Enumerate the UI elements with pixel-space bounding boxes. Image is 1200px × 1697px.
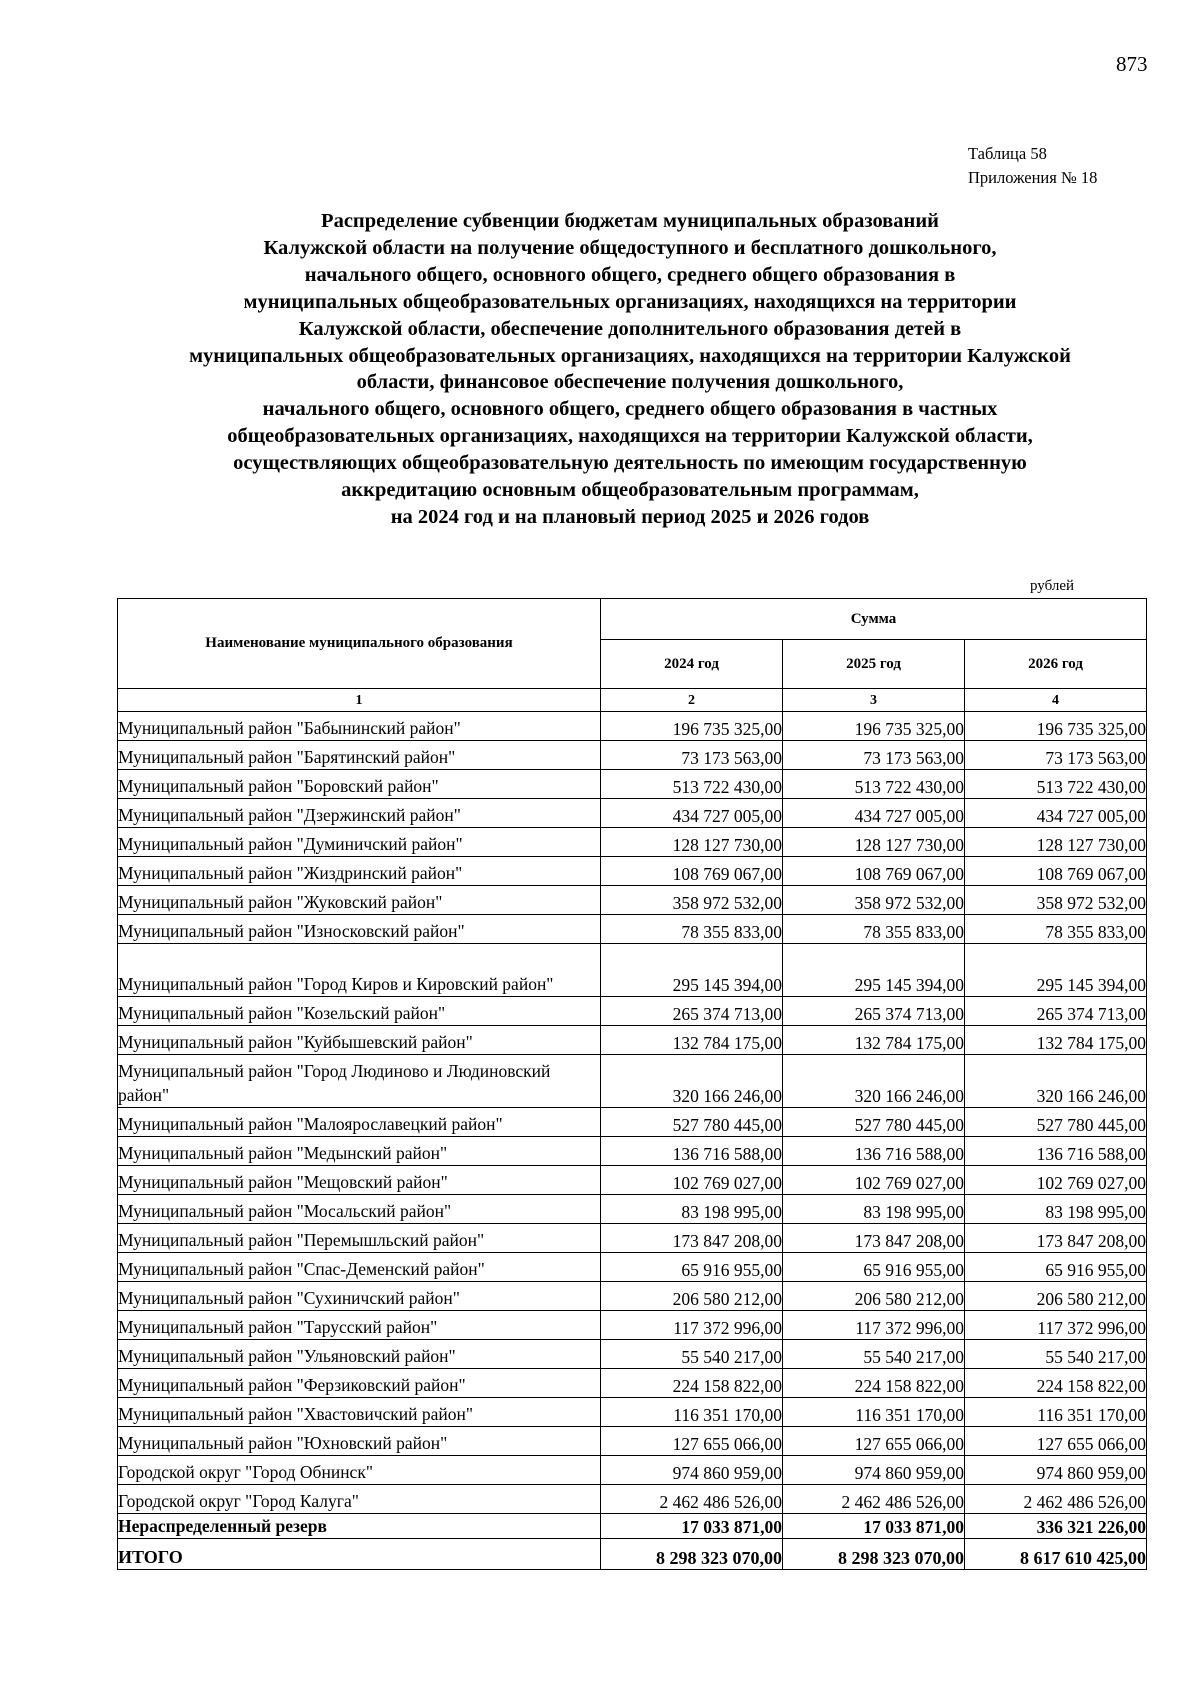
amount-2024: 127 655 066,00 <box>601 1427 783 1456</box>
title-line: муниципальных общеобразовательных организациях, находящихся на территории <box>243 290 1017 313</box>
title-line: начального общего, основного общего, среднего общего образования в <box>304 263 956 286</box>
amount-2026: 108 769 067,00 <box>965 857 1147 886</box>
table-row <box>118 1253 1147 1282</box>
currency-units-label: рублей <box>1030 578 1075 594</box>
total-amount-2024: 8 298 323 070,00 <box>601 1539 783 1570</box>
total-label: ИТОГО <box>118 1539 601 1570</box>
amount-2026: 78 355 833,00 <box>965 915 1147 944</box>
municipality-name: Муниципальный район "Ферзиковский район" <box>118 1369 601 1398</box>
amount-2024: 173 847 208,00 <box>601 1224 783 1253</box>
amount-2024: 196 735 325,00 <box>601 712 783 741</box>
column-header-2026: 2026 год <box>965 640 1147 689</box>
amount-2024: 358 972 532,00 <box>601 886 783 915</box>
amount-2024: 73 173 563,00 <box>601 741 783 770</box>
amount-2025: 173 847 208,00 <box>783 1224 965 1253</box>
amount-2025: 196 735 325,00 <box>783 712 965 741</box>
table-row <box>118 1369 1147 1398</box>
title-line: муниципальных общеобразовательных организациях, находящихся на территории Калужской <box>189 344 1071 367</box>
reserve-amount-2024: 17 033 871,00 <box>601 1514 783 1539</box>
municipality-name: Муниципальный район "Думиничский район" <box>118 828 601 857</box>
amount-2025: 295 145 394,00 <box>783 944 965 997</box>
title-line: Калужской области, обеспечение дополнительного образования детей в <box>298 317 962 340</box>
table-row <box>118 944 1147 997</box>
total-amount-2026: 8 617 610 425,00 <box>965 1539 1147 1570</box>
title-line: Распределение субвенции бюджетам муниципальных образований <box>321 210 939 232</box>
table-row <box>118 1108 1147 1137</box>
column-header-2025: 2025 год <box>783 640 965 689</box>
amount-2024: 78 355 833,00 <box>601 915 783 944</box>
amount-2024: 527 780 445,00 <box>601 1108 783 1137</box>
table-row <box>118 1026 1147 1055</box>
table-row <box>118 1485 1147 1514</box>
amount-2025: 116 351 170,00 <box>783 1398 965 1427</box>
amount-2026: 196 735 325,00 <box>965 712 1147 741</box>
page-number: 873 <box>1116 52 1148 76</box>
table-row <box>118 857 1147 886</box>
table-row <box>118 741 1147 770</box>
amount-2025: 136 716 588,00 <box>783 1137 965 1166</box>
amount-2025: 78 355 833,00 <box>783 915 965 944</box>
table-row <box>118 1137 1147 1166</box>
municipality-name: Муниципальный район "Мосальский район" <box>118 1195 601 1224</box>
municipality-name: Муниципальный район "Сухиничский район" <box>118 1282 601 1311</box>
appendix-reference-line: Приложения № 18 <box>968 168 1098 187</box>
amount-2025: 83 198 995,00 <box>783 1195 965 1224</box>
amount-2025: 358 972 532,00 <box>783 886 965 915</box>
table-reference-line: Таблица 58 <box>968 144 1047 163</box>
amount-2024: 65 916 955,00 <box>601 1253 783 1282</box>
municipality-name: Муниципальный район "Город Людиново и Людиновский район" <box>118 1055 601 1108</box>
amount-2026: 116 351 170,00 <box>965 1398 1147 1427</box>
amount-2025: 65 916 955,00 <box>783 1253 965 1282</box>
total-row <box>118 1539 1147 1570</box>
amount-2026: 102 769 027,00 <box>965 1166 1147 1195</box>
reserve-label: Нераспределенный резерв <box>118 1514 601 1539</box>
amount-2024: 102 769 027,00 <box>601 1166 783 1195</box>
table-row <box>118 712 1147 741</box>
amount-2025: 320 166 246,00 <box>783 1055 965 1108</box>
amount-2025: 128 127 730,00 <box>783 828 965 857</box>
amount-2026: 206 580 212,00 <box>965 1282 1147 1311</box>
amount-2025: 206 580 212,00 <box>783 1282 965 1311</box>
amount-2026: 128 127 730,00 <box>965 828 1147 857</box>
amount-2026: 224 158 822,00 <box>965 1369 1147 1398</box>
municipality-name: Муниципальный район "Жиздринский район" <box>118 857 601 886</box>
table-row <box>118 770 1147 799</box>
amount-2024: 55 540 217,00 <box>601 1340 783 1369</box>
municipality-name: Муниципальный район "Юхновский район" <box>118 1427 601 1456</box>
title-line: на 2024 год и на плановый период 2025 и 2026 годов <box>390 505 870 528</box>
municipality-name: Муниципальный район "Барятинский район" <box>118 741 601 770</box>
amount-2026: 83 198 995,00 <box>965 1195 1147 1224</box>
column-number: 4 <box>965 689 1147 712</box>
municipality-name: Городской округ "Город Калуга" <box>118 1485 601 1514</box>
amount-2025: 132 784 175,00 <box>783 1026 965 1055</box>
municipality-name: Муниципальный район "Город Киров и Кировский район" <box>118 944 601 997</box>
amount-2024: 132 784 175,00 <box>601 1026 783 1055</box>
municipality-name: Муниципальный район "Козельский район" <box>118 997 601 1026</box>
amount-2025: 2 462 486 526,00 <box>783 1485 965 1514</box>
amount-2024: 83 198 995,00 <box>601 1195 783 1224</box>
amount-2024: 320 166 246,00 <box>601 1055 783 1108</box>
municipality-name: Муниципальный район "Дзержинский район" <box>118 799 601 828</box>
municipality-name: Муниципальный район "Ульяновский район" <box>118 1340 601 1369</box>
amount-2026: 127 655 066,00 <box>965 1427 1147 1456</box>
amount-2026: 65 916 955,00 <box>965 1253 1147 1282</box>
municipality-name: Муниципальный район "Малоярославецкий район" <box>118 1108 601 1137</box>
table-row <box>118 1311 1147 1340</box>
amount-2025: 127 655 066,00 <box>783 1427 965 1456</box>
column-number: 2 <box>601 689 783 712</box>
amount-2024: 513 722 430,00 <box>601 770 783 799</box>
amount-2026: 513 722 430,00 <box>965 770 1147 799</box>
municipality-name: Муниципальный район "Жуковский район" <box>118 886 601 915</box>
amount-2024: 295 145 394,00 <box>601 944 783 997</box>
amount-2026: 320 166 246,00 <box>965 1055 1147 1108</box>
amount-2025: 434 727 005,00 <box>783 799 965 828</box>
table-row <box>118 1398 1147 1427</box>
amount-2024: 136 716 588,00 <box>601 1137 783 1166</box>
title-line: начального общего, основного общего, среднего общего образования в частных <box>262 398 998 421</box>
amount-2024: 108 769 067,00 <box>601 857 783 886</box>
municipality-name: Муниципальный район "Бабынинский район" <box>118 712 601 741</box>
municipality-name: Муниципальный район "Куйбышевский район" <box>118 1026 601 1055</box>
amount-2025: 513 722 430,00 <box>783 770 965 799</box>
amount-2026: 132 784 175,00 <box>965 1026 1147 1055</box>
amount-2026: 2 462 486 526,00 <box>965 1485 1147 1514</box>
amount-2024: 224 158 822,00 <box>601 1369 783 1398</box>
amount-2026: 136 716 588,00 <box>965 1137 1147 1166</box>
amount-2026: 358 972 532,00 <box>965 886 1147 915</box>
amount-2024: 974 860 959,00 <box>601 1456 783 1485</box>
table-row <box>118 828 1147 857</box>
title-line: осуществляющих общеобразовательную деятельность по имеющим государственную <box>233 452 1027 475</box>
amount-2026: 295 145 394,00 <box>965 944 1147 997</box>
table-row <box>118 915 1147 944</box>
table-row <box>118 1456 1147 1485</box>
table-row <box>118 1340 1147 1369</box>
municipality-name: Муниципальный район "Перемышльский район" <box>118 1224 601 1253</box>
municipality-name: Городской округ "Город Обнинск" <box>118 1456 601 1485</box>
total-amount-2025: 8 298 323 070,00 <box>783 1539 965 1570</box>
table-row <box>118 886 1147 915</box>
column-number: 3 <box>783 689 965 712</box>
table-row <box>118 1427 1147 1456</box>
table-row <box>118 997 1147 1026</box>
amount-2026: 434 727 005,00 <box>965 799 1147 828</box>
amount-2026: 265 374 713,00 <box>965 997 1147 1026</box>
amount-2025: 224 158 822,00 <box>783 1369 965 1398</box>
amount-2025: 527 780 445,00 <box>783 1108 965 1137</box>
title-line: общеобразовательных организациях, находящихся на территории Калужской области, <box>227 425 1033 448</box>
amount-2026: 173 847 208,00 <box>965 1224 1147 1253</box>
amount-2025: 73 173 563,00 <box>783 741 965 770</box>
amount-2026: 527 780 445,00 <box>965 1108 1147 1137</box>
amount-2026: 117 372 996,00 <box>965 1311 1147 1340</box>
amount-2024: 128 127 730,00 <box>601 828 783 857</box>
amount-2025: 265 374 713,00 <box>783 997 965 1026</box>
table-row <box>118 1166 1147 1195</box>
title-line: области, финансовое обеспечение получения дошкольного, <box>356 371 904 394</box>
table-reference <box>968 142 1097 190</box>
amount-2025: 108 769 067,00 <box>783 857 965 886</box>
municipality-name: Муниципальный район "Хвастовичский район" <box>118 1398 601 1427</box>
column-header-municipality: Наименование муниципального образования <box>118 599 601 689</box>
column-group-header-sum: Сумма <box>601 599 1147 640</box>
document-title <box>60 208 1200 531</box>
municipality-name: Муниципальный район "Тарусский район" <box>118 1311 601 1340</box>
amount-2025: 55 540 217,00 <box>783 1340 965 1369</box>
table-row <box>118 799 1147 828</box>
municipality-name: Муниципальный район "Мещовский район" <box>118 1166 601 1195</box>
reserve-row <box>118 1514 1147 1539</box>
amount-2024: 117 372 996,00 <box>601 1311 783 1340</box>
amount-2025: 102 769 027,00 <box>783 1166 965 1195</box>
municipality-name: Муниципальный район "Износковский район" <box>118 915 601 944</box>
column-header-2024: 2024 год <box>601 640 783 689</box>
amount-2024: 116 351 170,00 <box>601 1398 783 1427</box>
title-line: аккредитацию основным общеобразовательным программам, <box>341 479 919 502</box>
amount-2024: 2 462 486 526,00 <box>601 1485 783 1514</box>
amount-2024: 434 727 005,00 <box>601 799 783 828</box>
amount-2026: 974 860 959,00 <box>965 1456 1147 1485</box>
reserve-amount-2026: 336 321 226,00 <box>965 1514 1147 1539</box>
table-row <box>118 1224 1147 1253</box>
table-row <box>118 1055 1147 1108</box>
amount-2025: 117 372 996,00 <box>783 1311 965 1340</box>
amount-2025: 974 860 959,00 <box>783 1456 965 1485</box>
column-number: 1 <box>118 689 601 712</box>
municipality-name: Муниципальный район "Медынский район" <box>118 1137 601 1166</box>
municipality-name: Муниципальный район "Боровский район" <box>118 770 601 799</box>
municipality-name: Муниципальный район "Спас-Деменский район" <box>118 1253 601 1282</box>
amount-2024: 206 580 212,00 <box>601 1282 783 1311</box>
table-row <box>118 1195 1147 1224</box>
table-row <box>118 1282 1147 1311</box>
reserve-amount-2025: 17 033 871,00 <box>783 1514 965 1539</box>
title-line: Калужской области на получение общедоступного и бесплатного дошкольного, <box>263 236 997 259</box>
amount-2026: 55 540 217,00 <box>965 1340 1147 1369</box>
amount-2024: 265 374 713,00 <box>601 997 783 1026</box>
subvention-distribution-table <box>117 598 1147 1570</box>
amount-2026: 73 173 563,00 <box>965 741 1147 770</box>
